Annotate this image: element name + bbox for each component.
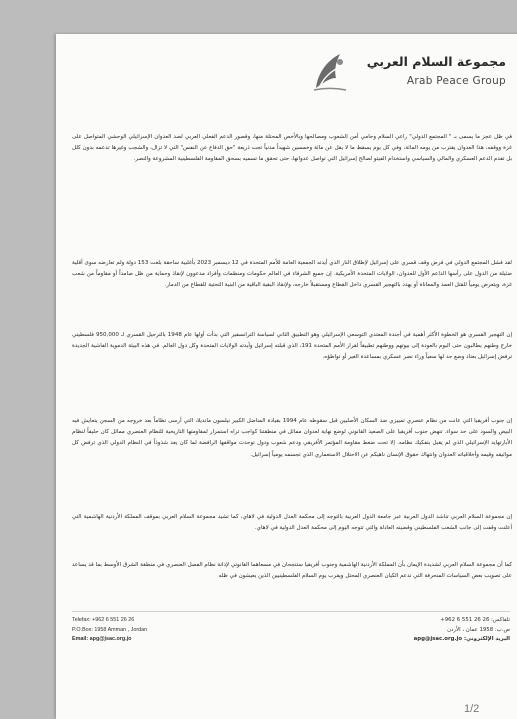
arab-peace-group-emblem-icon bbox=[310, 48, 348, 94]
footer-divider bbox=[72, 611, 510, 612]
footer-email-ar: البريد الإلكتروني: apg@jsac.org.jo bbox=[413, 636, 510, 642]
footer-telefax-ar: تلفاكس: 26 26 551 6 962+ bbox=[440, 617, 510, 623]
letterhead-logo bbox=[310, 48, 510, 98]
paragraph: إن التهجير القسري هو الخطوة الأكثر أهمية في أجندة المعتدي التوسعي الإسرائيلي وهو التطبيق الثاني لسياسة الترانسفير التي بدأت أولها عام 1948 بالترحيل القسري لـ 950,000 فلسطيني خارج وطنهم يطالبون حتى اليوم بالعودة إلى بيوتهم ووطنهم تطبيقاً لقرار الأمم المتحدة 191، الذي قبلته إسرائيل وأيدته الولايات المتحدة وكل دول العالم. في هذه البيئة الدموية الفاشية الجديدة ترفض إسرائيل بعناد وضع حد لها سعياً وراء نصر عسكري بمساعدة الغير أو تواطؤه. bbox=[72, 332, 512, 361]
footer-pobox: P.O.Box: 1958 Amman , Jordan bbox=[72, 626, 148, 633]
paragraph: لقد فشل المجتمع الدولي في فرض وقف قسري على إسرائيل لإطلاق النار الذي أيدته الجمعية العامة للأمم المتحدة في 12 ديسمبر 2023 بأغلبية ساحقة بلغت 153 دولة ولم تعارضه سوى أقلية ضئيلة من الدول على رأسها الداعم الأول للعدوان، الولايات المتحدة الأمريكية. إن جميع الشرفاء في العالم حكومات ومنظمات وأفراد مدعوون لإنقاذ وحماية من ظل صامداً أو مقاوماً من شعب غزة، ويتعرض يومياً للقتل العمد والمعاناة أو يهدد بالتهجير القسري داخل القطاع ومستقبلاً خارجه، ولإنقاذ البقية الباقية من البنية التحتية للقطاع من الدمار. bbox=[72, 260, 512, 289]
paragraph: إن جنوب أفريقيا التي عانت من نظام عنصري تمييزي ضد السكان الأصليين قبل سقوطه عام 1994 بقيادة المناضل الكبير نيلسون مانديلا، التي أرسى نظاماً بعد خروجه من السجن يتعايش فيه البيض والسود على حد سواء. تنهض جنوب أفريقيا على الصعيد القانوني لوضع نهاية لعدوان مماثل في منطقتنا كواجب تراه استمرار لمقاومتها التاريخية للنظام العنصري مماثل كان حليفاً لنظام الأبارتهايد الإسرائيلي الذي لم يقبل بتفكيك نظامه. إلا تحت ضغط مقاومة المؤتمر الأفريقي ودعم شعوب ودول توحدت مواقفها الرافضة لما كان يعد شذوذاً في النظام الدولي الذي ترفض كل مواثيقه وقيمه وأخلاقياته العدوان وانتهاك حقوق الإنسان ناهيكم عن الاحتلال الاستعماري الذي تجسمه يومياً إسرائيل. bbox=[72, 418, 513, 458]
footer-contact-english bbox=[72, 616, 147, 645]
org-name-arabic: مجموعة السلام العربي bbox=[366, 54, 506, 69]
footer-email: Email: apg@jsac.org.jo bbox=[72, 636, 132, 642]
footer-contact-arabic bbox=[414, 616, 510, 645]
footer-telefax: Telefax: +962 6 551 26 26 bbox=[72, 617, 135, 623]
page-indicator: 1/2 bbox=[464, 703, 480, 715]
paragraph: في ظل عجز ما يسمى بـ " المجتمع الدولي" راعي السلام وحامي أمن الشعوب ومصالحها وبالأخص المحتلة منها، وقصور الدعم الفعلي العربي لصد العدوان الإسرائيلي الوحشي المتواصل على غزة ووقفه، هذا العدوان يقترب من يومه المائة، وفي كل يوم يسقط ما لا يقل عن مائة وخمسين شهيداً مدنياً تحت ذريعة "حق الدفاع عن النفس" التي لا تزال، والشجب وغيرها تدعمه بدون كلل بل تقدم الدعم العسكري والمالي والسياسي واستخدام الفيتو لصالح إسرائيل التي تواصل عدوانها، حتى تحقق ما تسميه بسحق المقاومة الفلسطينية المشروعة والنصر. bbox=[72, 134, 512, 163]
document-page bbox=[56, 34, 517, 719]
org-name-english: Arab Peace Group bbox=[406, 75, 506, 87]
paragraph: إن مجموعة السلام العربي تناشد الدول العربية عبر جامعة الدول العربية بالتوجه إلى محكمة العدل الدولية في لاهاي، كما تشيد مجموعة السلام العربي بموقف المملكة الأردنية الهاشمية التي أعلنت وقفت إلى جانب الشعب الفلسطيني وقضيته العادلة والتي تتوجه اليوم إلى محكمة العدل الدولية في لاهاي. bbox=[72, 514, 512, 532]
footer-pobox-ar: ص.ب: 1958 عمان ، الأردن bbox=[447, 626, 510, 633]
paragraph: كما أن مجموعة السلام العربي لشديدة الإيمان بأن المملكة الأردنية الهاشمية وجنوب أفريقيا ستنجحان في مسعاهما القانوني لإدانة نظام الفصل العنصري في منطقة الشرق الأوسط بما قد يساعد على تصويب بعض السياسات المنحرفة التي تدعم الكيان العنصري المحتل ويقرب يوم السلام الفلسطينيين الذين يعيشون في ظله bbox=[72, 562, 512, 580]
